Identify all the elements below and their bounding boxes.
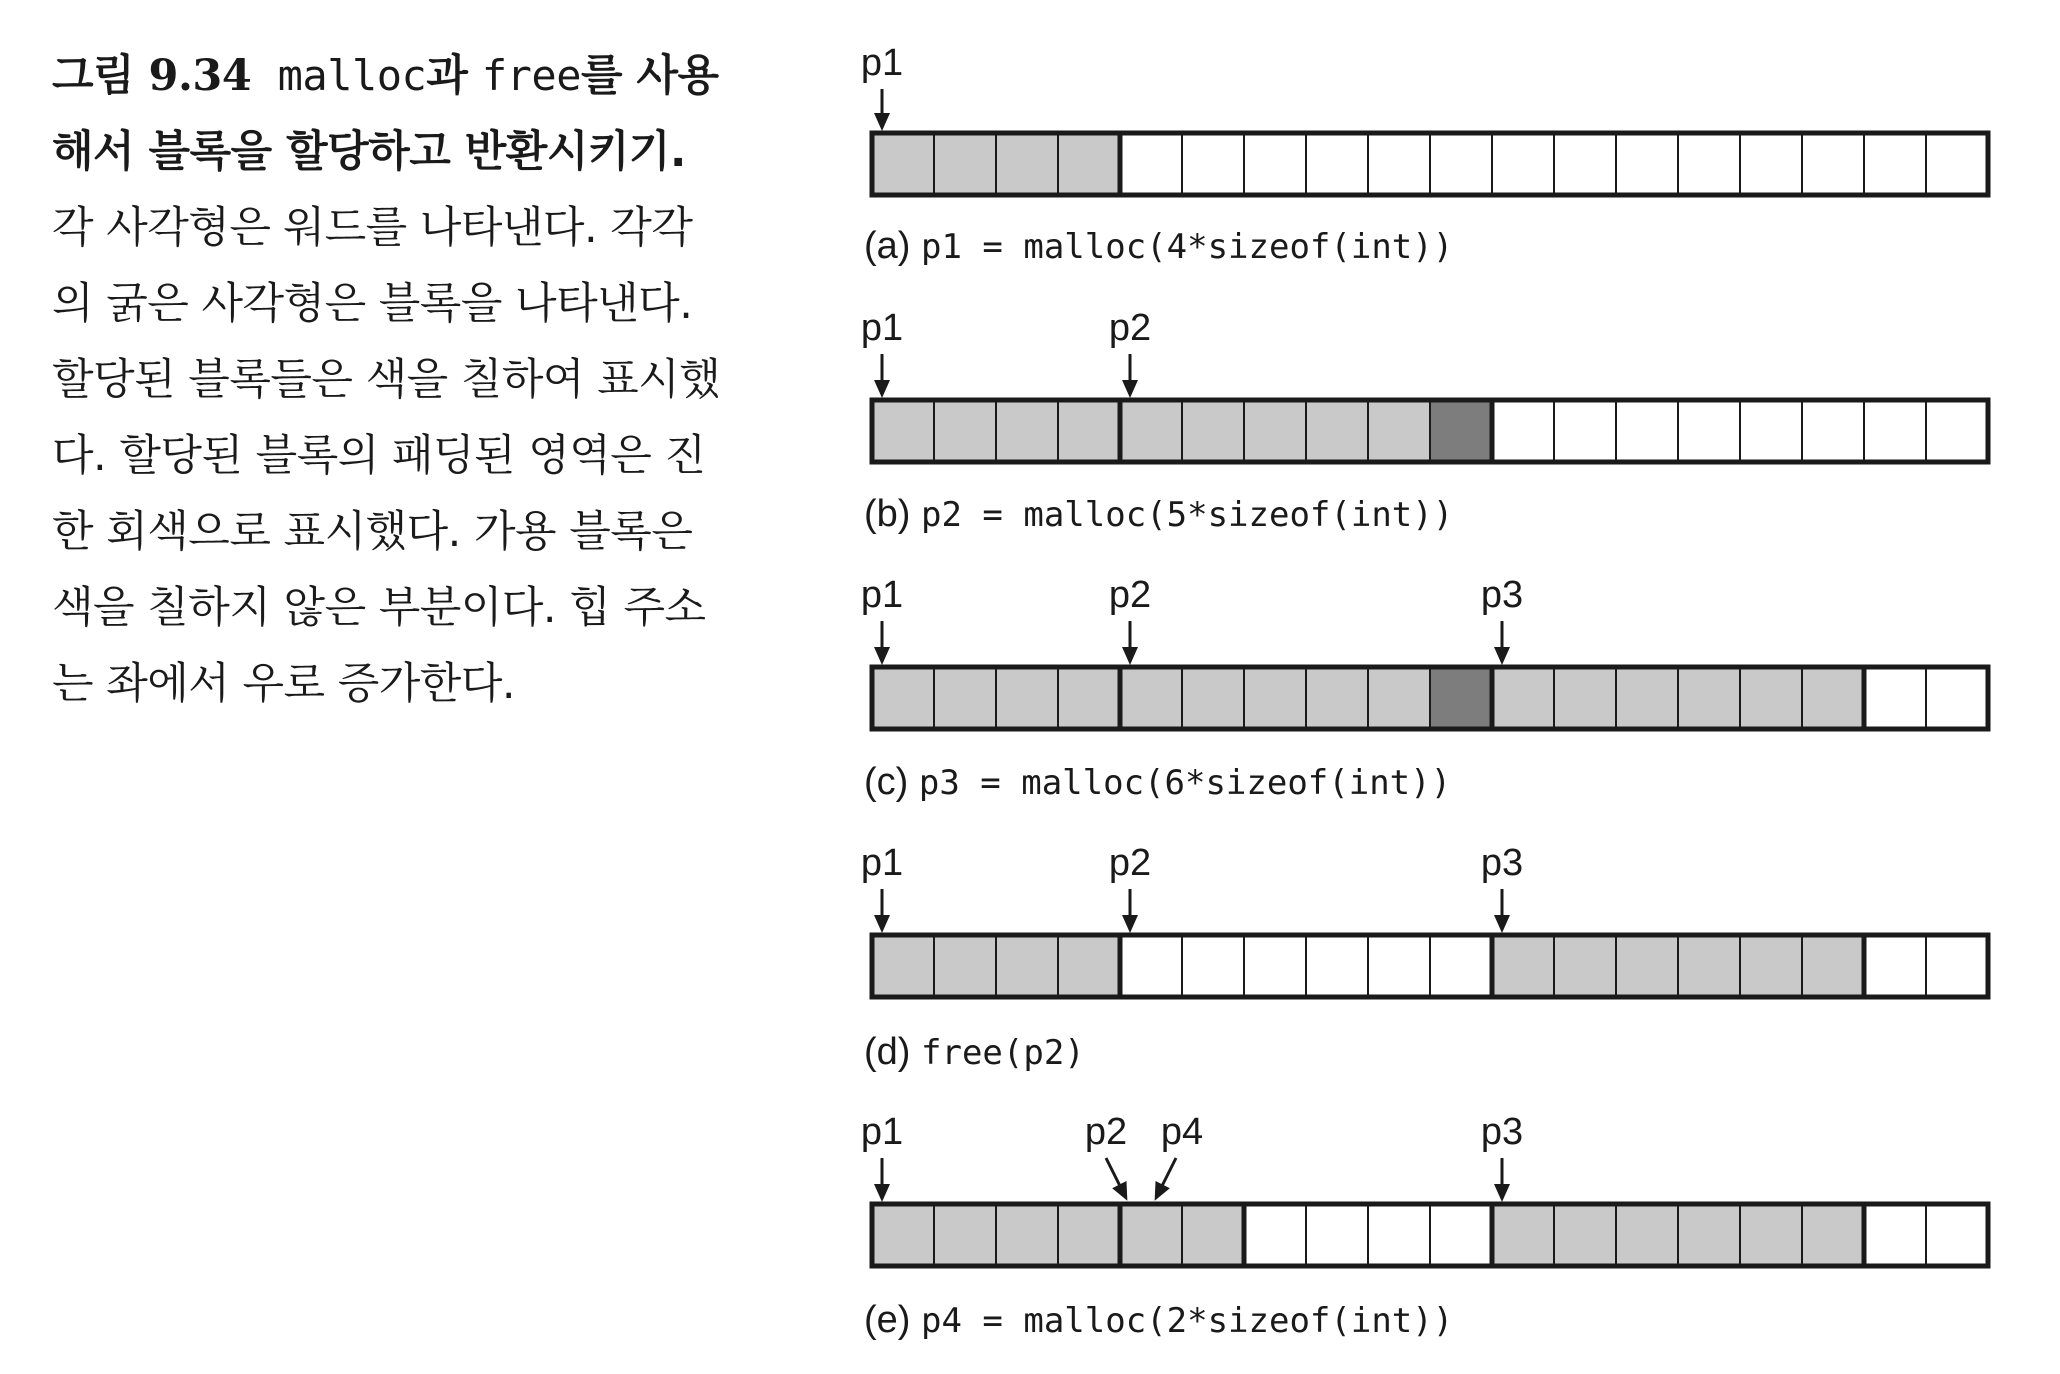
allocated-word <box>1058 133 1120 195</box>
free-word <box>1306 133 1368 195</box>
allocated-word <box>1368 667 1430 729</box>
caption-code-free: free <box>481 51 582 100</box>
allocated-word <box>1678 935 1740 997</box>
panel-c <box>861 574 1988 803</box>
free-word <box>1306 1204 1368 1266</box>
free-word <box>1616 400 1678 462</box>
pointer-arrow-head <box>1122 380 1138 398</box>
allocated-word <box>934 133 996 195</box>
pointer-arrow-head <box>1494 1184 1510 1202</box>
pointer-arrow-head <box>1122 647 1138 665</box>
allocated-word <box>1306 667 1368 729</box>
pointer-arrow-head <box>1122 915 1138 933</box>
free-word <box>1182 935 1244 997</box>
allocated-word <box>1678 1204 1740 1266</box>
panel-label-b: (b) p2 = malloc(5*sizeof(int)) <box>864 493 1454 535</box>
allocated-word <box>1740 667 1802 729</box>
allocated-word <box>1058 667 1120 729</box>
allocated-word <box>1058 400 1120 462</box>
free-word <box>1430 1204 1492 1266</box>
allocated-word <box>1120 1204 1182 1266</box>
free-word <box>1864 400 1926 462</box>
figure-label: 그림 9.34 <box>52 51 252 101</box>
allocated-word <box>934 935 996 997</box>
panel-d <box>861 842 1988 1073</box>
pointer-arrow-head <box>874 1184 890 1202</box>
allocated-word <box>996 667 1058 729</box>
free-word <box>1864 935 1926 997</box>
pointer-arrow-head <box>874 647 890 665</box>
allocated-word <box>1120 667 1182 729</box>
caption-title-part-2: 를 사용해서 블록을 할당하고 반환시키기. <box>52 51 719 177</box>
allocated-word <box>1368 400 1430 462</box>
allocated-word <box>934 400 996 462</box>
allocated-word <box>1616 935 1678 997</box>
allocated-word <box>934 667 996 729</box>
pointer-label-p3: p3 <box>1480 1111 1524 1153</box>
panel-label-a: (a) p1 = malloc(4*sizeof(int)) <box>864 225 1454 267</box>
pointer-arrow-head <box>874 113 890 131</box>
panel-b <box>861 307 1988 535</box>
pointer-label-p1: p1 <box>860 842 904 884</box>
free-word <box>1368 133 1430 195</box>
allocated-word <box>996 1204 1058 1266</box>
allocated-word <box>872 935 934 997</box>
free-word <box>1926 1204 1988 1266</box>
free-word <box>1244 935 1306 997</box>
allocated-word <box>996 400 1058 462</box>
free-word <box>1864 667 1926 729</box>
free-word <box>1926 400 1988 462</box>
pointer-label-p1: p1 <box>860 1111 904 1153</box>
panel-label-e: (e) p4 = malloc(2*sizeof(int)) <box>864 1299 1454 1341</box>
free-word <box>1368 1204 1430 1266</box>
pointer-label-p1: p1 <box>860 574 904 616</box>
pointer-label-p1: p1 <box>860 42 904 84</box>
free-word <box>1430 935 1492 997</box>
caption-code-malloc: malloc <box>277 51 427 100</box>
allocated-word <box>1182 667 1244 729</box>
free-word <box>1926 667 1988 729</box>
pointer-label-p4: p4 <box>1160 1111 1204 1153</box>
allocated-word <box>872 400 934 462</box>
allocated-word <box>1802 1204 1864 1266</box>
allocated-word <box>1492 1204 1554 1266</box>
pointer-label-p3: p3 <box>1480 574 1524 616</box>
free-word <box>1492 400 1554 462</box>
pointer-label-p3: p3 <box>1480 842 1524 884</box>
allocated-word <box>1492 935 1554 997</box>
free-word <box>1740 133 1802 195</box>
allocated-word <box>872 133 934 195</box>
free-word <box>1244 133 1306 195</box>
allocated-word <box>1120 400 1182 462</box>
pointer-label-p2: p2 <box>1108 574 1152 616</box>
free-word <box>1864 1204 1926 1266</box>
allocated-word <box>872 667 934 729</box>
allocated-word <box>1182 400 1244 462</box>
allocated-word <box>1616 1204 1678 1266</box>
allocated-word <box>996 133 1058 195</box>
free-word <box>1864 133 1926 195</box>
free-word <box>1616 133 1678 195</box>
pointer-arrow-head <box>874 915 890 933</box>
free-word <box>1802 133 1864 195</box>
free-word <box>1678 400 1740 462</box>
allocated-word <box>1554 667 1616 729</box>
pointer-arrow-head <box>874 380 890 398</box>
free-word <box>1430 133 1492 195</box>
allocated-word <box>1740 935 1802 997</box>
caption-title-part-1: 과 <box>426 51 482 101</box>
allocated-word <box>1244 400 1306 462</box>
panel-label-c: (c) p3 = malloc(6*sizeof(int)) <box>864 761 1452 803</box>
pointer-arrow-head <box>1494 915 1510 933</box>
free-word <box>1182 133 1244 195</box>
pointer-label-p2: p2 <box>1108 842 1152 884</box>
pointer-label-p2: p2 <box>1084 1111 1128 1153</box>
allocated-word <box>1306 400 1368 462</box>
allocated-word <box>934 1204 996 1266</box>
free-word <box>1120 935 1182 997</box>
pointer-arrow-head <box>1494 647 1510 665</box>
allocated-word <box>1492 667 1554 729</box>
pointer-label-p2: p2 <box>1108 307 1152 349</box>
free-word <box>1554 400 1616 462</box>
free-word <box>1554 133 1616 195</box>
free-word <box>1244 1204 1306 1266</box>
allocated-word <box>1182 1204 1244 1266</box>
allocated-word <box>1554 1204 1616 1266</box>
panel-e <box>861 1111 1988 1341</box>
allocated-word <box>1802 667 1864 729</box>
pointer-label-p1: p1 <box>860 307 904 349</box>
allocated-word <box>1616 667 1678 729</box>
free-word <box>1926 935 1988 997</box>
allocated-word <box>1740 1204 1802 1266</box>
free-word <box>1306 935 1368 997</box>
panel-label-d: (d) free(p2) <box>864 1031 1085 1073</box>
allocated-word <box>996 935 1058 997</box>
free-word <box>1740 400 1802 462</box>
free-word <box>1678 133 1740 195</box>
panel-a <box>861 42 1988 267</box>
allocated-word <box>1802 935 1864 997</box>
free-word <box>1120 133 1182 195</box>
free-word <box>1368 935 1430 997</box>
allocated-word <box>1058 1204 1120 1266</box>
allocated-word <box>1058 935 1120 997</box>
allocated-word <box>1244 667 1306 729</box>
padding-word <box>1430 400 1492 462</box>
padding-word <box>1430 667 1492 729</box>
free-word <box>1492 133 1554 195</box>
free-word <box>1926 133 1988 195</box>
allocated-word <box>1678 667 1740 729</box>
free-word <box>1802 400 1864 462</box>
allocated-word <box>872 1204 934 1266</box>
caption-body: 각 사각형은 워드를 나타낸다. 각각의 굵은 사각형은 블록을 나타낸다. 할당된 블록들은 색을 칠하여 표시했다. 할당된 블록의 패딩된 영역은 진한 회색으로 표시했다. 가용 블록은 색을 칠하지 않은 부분이다. 힙 주소는 좌에서 우로 증가한다. <box>52 203 721 709</box>
allocated-word <box>1554 935 1616 997</box>
